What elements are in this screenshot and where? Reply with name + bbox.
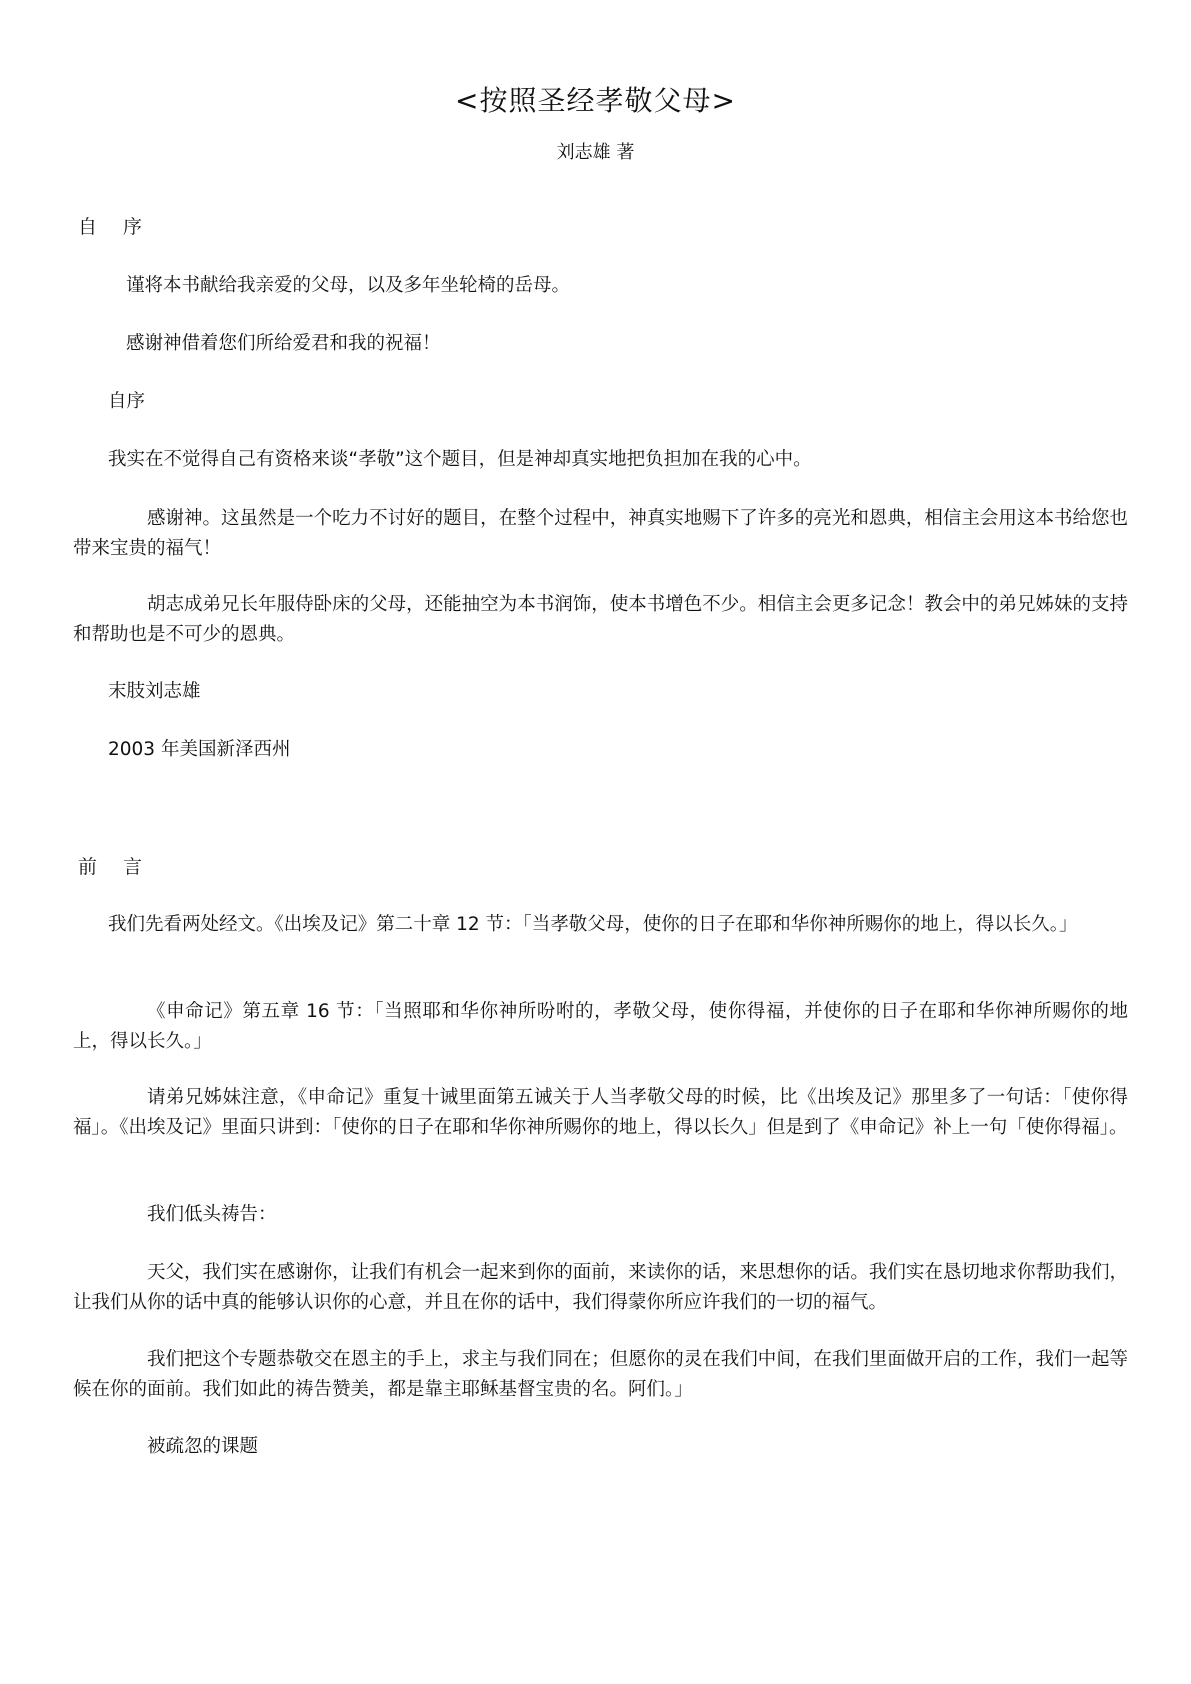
foreword-paragraph-4: 我们低头祷告：	[147, 1204, 277, 1225]
preface-dedication: 谨将本书献给我亲爱的父母，以及多年坐轮椅的岳母。	[126, 275, 571, 296]
preface-place-date: 2003 年美国新泽西州	[108, 739, 291, 760]
preface-paragraph-1: 我实在不觉得自己有资格来谈“孝敬”这个题目，但是神却真实地把负担加在我的心中。	[108, 449, 812, 470]
foreword-paragraph-7: 被疏忽的课题	[147, 1436, 259, 1457]
foreword-paragraph-5: 天父，我们实在感谢你，让我们有机会一起来到你的面前，来读你的话，来思想你的话。我们实在恳切地求你帮助我们，让我们从你的话中真的能够认识你的心意，并且在你的话中，我们得蒙你所应许我们的一切的福气。	[73, 1262, 1128, 1313]
preface-heading: 自 序	[78, 216, 153, 238]
preface-paragraph-3: 胡志成弟兄长年服侍卧床的父母，还能抽空为本书润饰，使本书增色不少。相信主会更多记念！教会中的弟兄姊妹的支持和帮助也是不可少的恩典。	[73, 594, 1128, 645]
preface-thanks: 感谢神借着您们所给爱君和我的祝福！	[126, 333, 441, 354]
foreword-paragraph-1: 我们先看两处经文。《出埃及记》第二十章 12 节：「当孝敬父母，使你的日子在耶和华你神所赐你的地上，得以长久。」	[108, 914, 1078, 935]
foreword-paragraph-6: 我们把这个专题恭敬交在恩主的手上，求主与我们同在；但愿你的灵在我们中间，在我们里面做开启的工作，我们一起等候在你的面前。我们如此的祷告赞美，都是靠主耶稣基督宝贵的名。阿们。」	[73, 1349, 1128, 1400]
document-title: <按照圣经孝敬父母>	[455, 84, 736, 117]
preface-signature: 末肢刘志雄	[108, 681, 201, 702]
document-author: 刘志雄 著	[556, 142, 635, 163]
preface-subheading: 自序	[108, 391, 146, 412]
preface-paragraph-2: 感谢神。这虽然是一个吃力不讨好的题目，在整个过程中，神真实地赐下了许多的亮光和恩典，相信主会用这本书给您也带来宝贵的福气！	[73, 508, 1128, 559]
foreword-paragraph-2: 《申命记》第五章 16 节：「当照耶和华你神所吩咐的，孝敬父母，使你得福，并使你的日子在耶和华你神所赐你的地上，得以长久。」	[73, 1001, 1128, 1052]
foreword-heading: 前 言	[78, 856, 153, 878]
foreword-paragraph-3: 请弟兄姊妹注意，《申命记》重复十诫里面第五诫关于人当孝敬父母的时候，比《出埃及记》那里多了一句话：「使你得福」。《出埃及记》里面只讲到：「使你的日子在耶和华你神所赐你的地上，得以长久」但是到了《申命记》补上一句「使你得福」。	[73, 1087, 1128, 1138]
